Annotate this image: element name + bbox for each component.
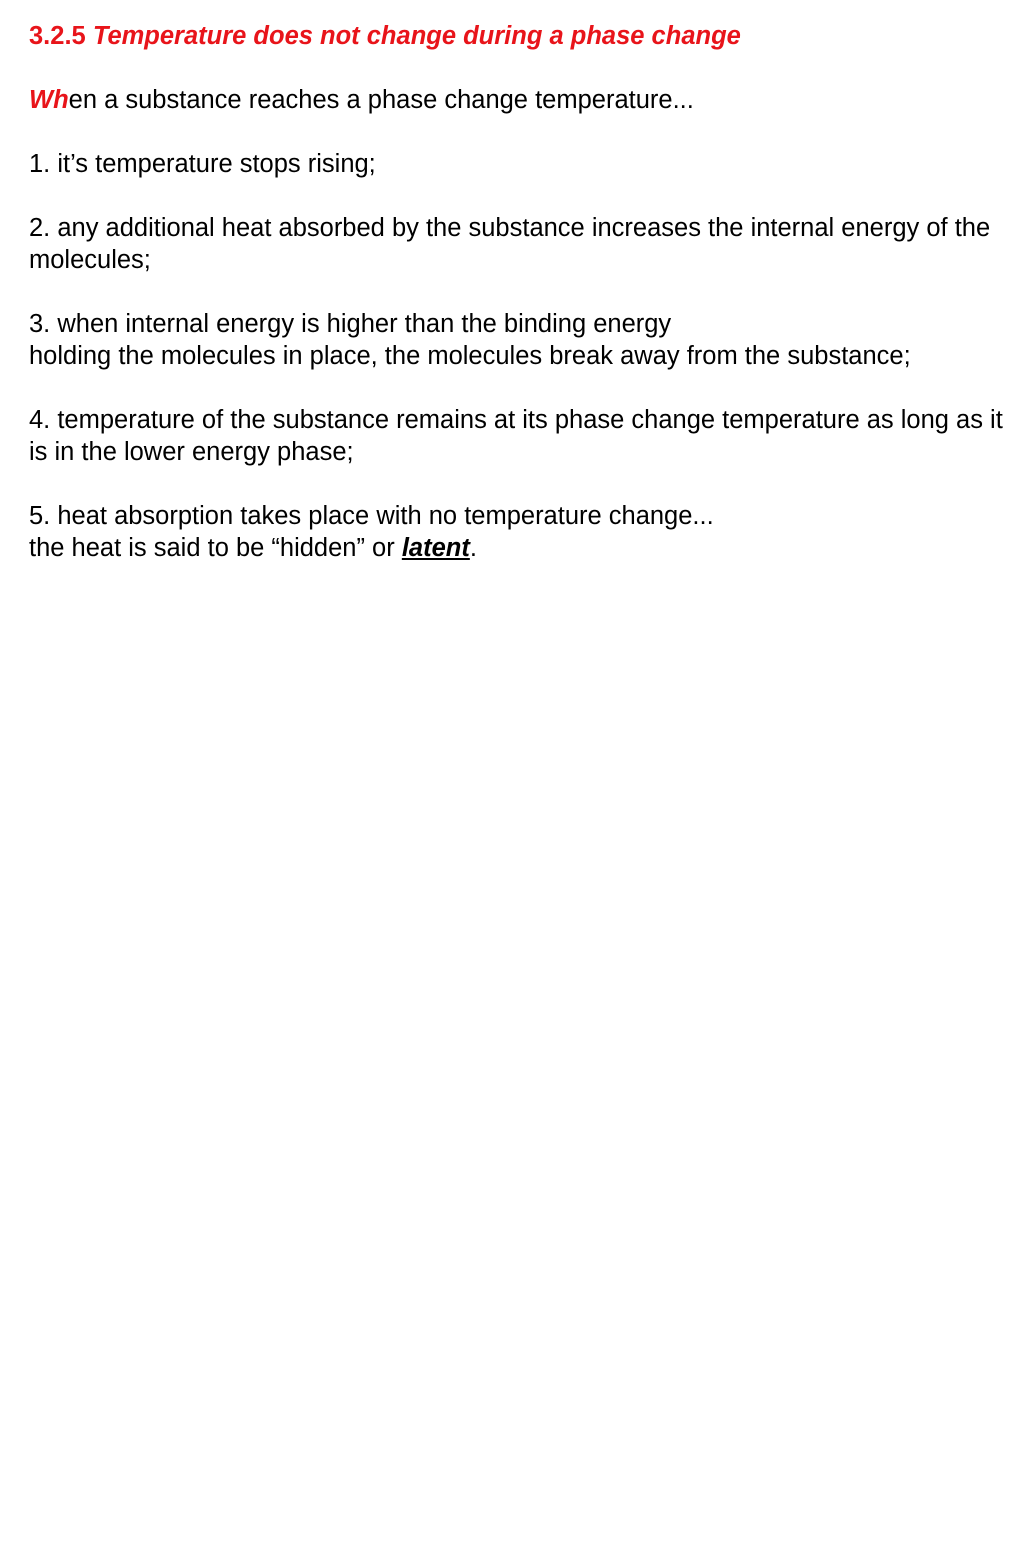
point-4-line-1: 4. temperature of the substance remains at its phase change temperature as long as it — [29, 406, 1003, 434]
spacer — [29, 372, 1024, 404]
intro-text: en a substance reaches a phase change temperature... — [68, 86, 694, 114]
section-number: 3.2.5 — [29, 22, 86, 50]
section-title: Temperature does not change during a phase change — [92, 22, 741, 50]
intro-line — [29, 84, 1024, 116]
point-2-line-2: molecules; — [29, 246, 151, 274]
point-5-line-2 — [29, 532, 1024, 564]
point-5-period: . — [469, 534, 477, 562]
point-3-line-2: holding the molecules in place, the molecules break away from the substance; — [29, 342, 911, 370]
spacer — [29, 180, 1024, 212]
spacer — [29, 52, 1024, 84]
document-body — [29, 20, 1024, 564]
spacer — [29, 116, 1024, 148]
spacer — [29, 276, 1024, 308]
latent-term: latent — [401, 534, 470, 562]
point-3-line-1: 3. when internal energy is higher than the binding energy — [29, 310, 672, 338]
spacer — [29, 468, 1024, 500]
point-1-line-1: 1. it’s temperature stops rising; — [29, 150, 376, 178]
section-heading — [29, 20, 1024, 52]
point-2-line-1: 2. any additional heat absorbed by the substance increases the internal energy of the — [29, 214, 991, 242]
point-5-text: the heat is said to be “hidden” or — [29, 534, 402, 562]
point-5-line-1: 5. heat absorption takes place with no temperature change... — [29, 502, 714, 530]
point-4-line-2: is in the lower energy phase; — [29, 438, 354, 466]
intro-lead: Wh — [29, 86, 69, 114]
